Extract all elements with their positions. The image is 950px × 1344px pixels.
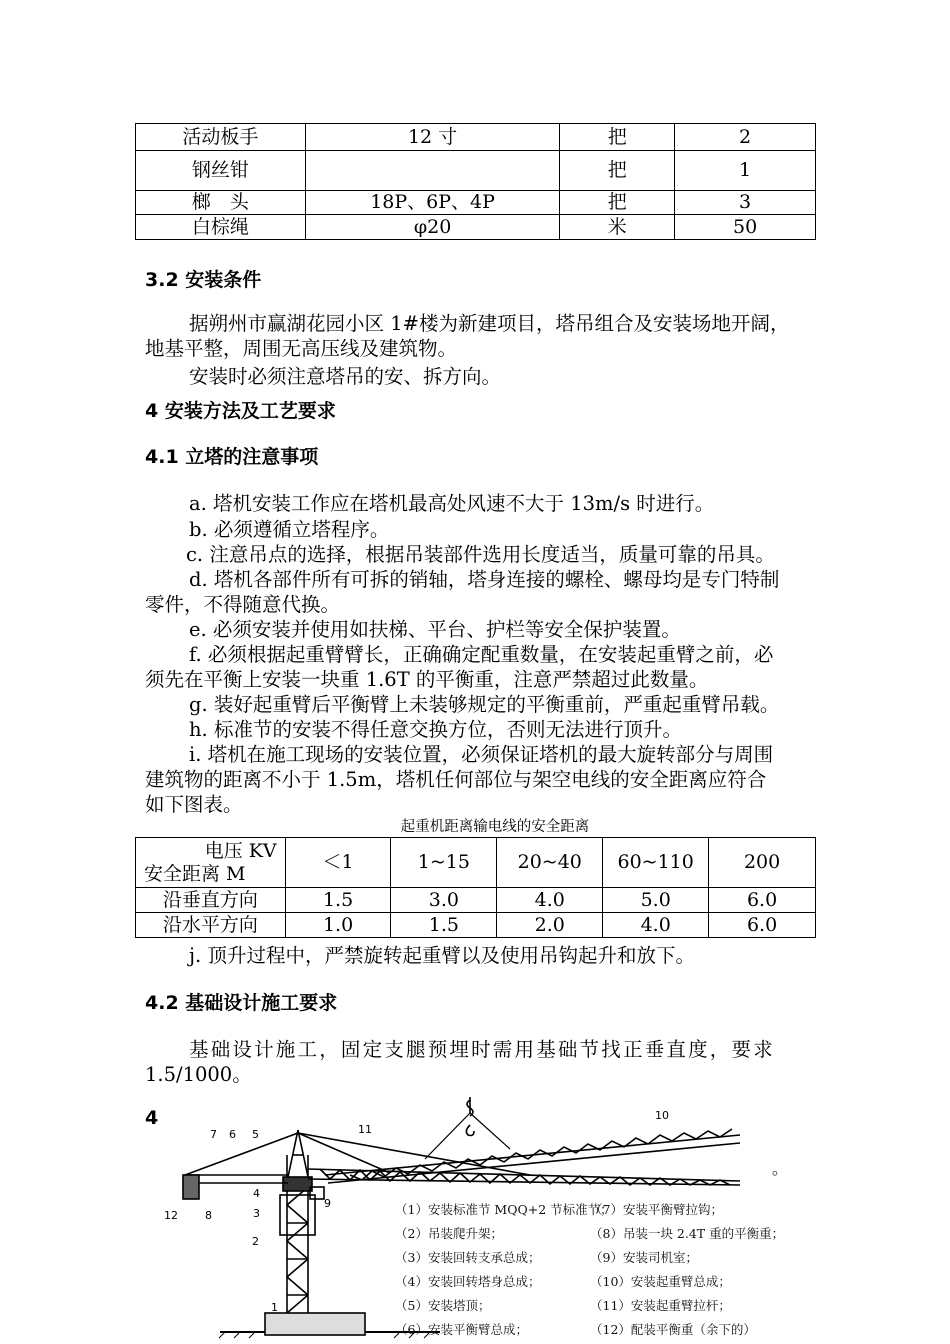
section-3-2-paragraph-1 [145,311,849,361]
item-f-line1: f. 必须根据起重臂臂长，正确确定配重数量，在安装起重臂之前，必 [189,643,774,666]
table-cell: 6.0 [709,913,816,938]
header-voltage-label: 电压 KV [204,840,277,862]
paragraph-line: 安装时必须注意塔吊的安、拆方向。 [189,365,502,388]
section-4-heading: 4 安装方法及工艺要求 [145,400,336,422]
section-4-2-line1: 基础设计施工，固定支腿预埋时需用基础节找正垂直度，要求 [189,1038,775,1061]
diagram-label: 10 [655,1109,669,1122]
legend-item: （9）安装司机室； [590,1250,698,1265]
legend-item: （2）吊装爬升架； [395,1226,503,1241]
table-cell: 5.0 [603,888,709,913]
diagram-label: 1 [271,1301,278,1314]
table-cell: 榔 头 [136,191,306,215]
section-4-2-line2: 1.5/1000。 [145,1063,252,1086]
item-h: h. 标准节的安装不得任意交换方位，否则无法进行顶升。 [189,718,682,741]
table-row [136,913,816,938]
diagram-label: 12 [164,1209,178,1222]
paragraph-line: 地基平整，周围无高压线及建筑物。 [145,337,458,360]
legend-item: （4）安装回转塔身总成； [395,1274,541,1289]
table-cell: 把 [560,191,675,215]
table-row [136,191,816,215]
item-d-line1: d. 塔机各部件所有可拆的销轴，塔身连接的螺栓、螺母均是专门特制 [189,568,780,591]
table-cell: 3 [675,191,816,215]
table-cell: 2 [675,124,816,151]
diagram-label: 6 [229,1128,236,1141]
voltage-header: 60~110 [603,838,709,888]
table-cell: 1.5 [391,913,497,938]
legend-item: （11）安装起重臂拉杆； [590,1298,731,1313]
header-distance-label: 安全距离 M [144,863,246,886]
table-cell: 1.0 [285,913,391,938]
table-cell: 钢丝钳 [136,151,306,191]
voltage-header: 200 [709,838,816,888]
legend-item: （12）配装平衡重（余下的） [590,1322,756,1337]
section-4-2-heading: 4.2 基础设计施工要求 [145,992,338,1014]
diagram-label: 5 [252,1128,259,1141]
table-cell: 18P、6P、4P [305,191,560,215]
section-3-2-paragraph-2 [145,361,501,389]
table-cell: 白棕绳 [136,215,306,240]
legend-item: （7）安装平衡臂拉钩； [590,1202,723,1217]
table-row [136,151,816,191]
diagram-label: 2 [252,1235,259,1248]
table-cell: 50 [675,215,816,240]
table-cell: 4.0 [497,888,603,913]
item-j: j. 顶升过程中，严禁旋转起重臂以及使用吊钩起升和放下。 [189,944,695,967]
diagram-label: 4 [253,1187,260,1200]
table-cell: 12 寸 [305,124,560,151]
table-row [136,888,816,913]
section-3-2-heading: 3.2 安装条件 [145,269,262,291]
diagonal-header-cell [136,838,286,888]
table-cell: 把 [560,124,675,151]
table-cell: 3.0 [391,888,497,913]
tools-table [135,123,816,240]
diagram-label: 8 [205,1209,212,1222]
table-cell: 1 [675,151,816,191]
tower-head [288,1130,308,1177]
row-label: 沿水平方向 [136,913,286,938]
foundation-block [265,1313,365,1335]
item-a: a. 塔机安装工作应在塔机最高处风速不大于 13m/s 时进行。 [189,492,715,515]
diagram-label: 3 [253,1207,260,1220]
item-d-line2: 零件，不得随意代换。 [145,593,341,616]
safety-distance-table [135,837,816,938]
diagram-label: 11 [358,1123,372,1136]
table-cell: 2.0 [497,913,603,938]
item-b: b. 必须遵循立塔程序。 [189,518,390,541]
item-i-line3: 如下图表。 [145,793,243,816]
table-row [136,838,816,888]
legend-item: （3）安装回转支承总成； [395,1250,541,1265]
item-f-line2: 须先在平衡上安装一块重 1.6T 的平衡重，注意严禁超过此数量。 [145,668,709,691]
figure-section-number: 4 [145,1107,159,1129]
legend-item: （8）吊装一块 2.4T 重的平衡重； [590,1226,785,1241]
legend-item: （5）安装塔顶； [395,1298,491,1313]
section-4-1-heading: 4.1 立塔的注意事项 [145,446,319,468]
paragraph-line: 据朔州市赢湖花园小区 1#楼为新建项目，塔吊组合及安装场地开阔， [189,312,790,335]
table-cell: 活动板手 [136,124,306,151]
voltage-header: ＜1 [285,838,391,888]
item-i-line2: 建筑物的距离不小于 1.5m，塔机任何部位与架空电线的安全距离应符合 [145,768,767,791]
item-i-line1: i. 塔机在施工现场的安装位置，必须保证塔机的最大旋转部分与周围 [189,743,774,766]
voltage-header: 20~40 [497,838,603,888]
item-g: g. 装好起重臂后平衡臂上未装够规定的平衡重前，严重起重臂吊载。 [189,693,780,716]
voltage-header: 1~15 [391,838,497,888]
slewing-assembly [283,1177,312,1191]
safety-table-caption: 起重机距离输电线的安全距离 [400,819,590,835]
diagram-label: 9 [324,1197,331,1210]
legend-item: （1）安装标准节 MQQ+2 节标准节； [395,1202,613,1217]
table-cell [305,151,560,191]
item-e: e. 必须安装并使用如扶梯、平台、护栏等安全保护装置。 [189,618,681,641]
table-cell: φ20 [305,215,560,240]
table-cell: 1.5 [285,888,391,913]
table-row [136,124,816,151]
trailing-mark: 。 [772,1159,789,1178]
table-cell: 米 [560,215,675,240]
legend-item: （6）安装平衡臂总成； [395,1322,528,1337]
legend-item: （10）安装起重臂总成； [590,1274,731,1289]
table-row [136,215,816,240]
table-cell: 把 [560,151,675,191]
counter-jib [183,1133,298,1199]
table-cell: 6.0 [709,888,816,913]
table-cell: 4.0 [603,913,709,938]
item-c: c. 注意吊点的选择，根据吊装部件选用长度适当，质量可靠的吊具。 [186,543,775,566]
row-label: 沿垂直方向 [136,888,286,913]
diagram-label: 7 [210,1128,217,1141]
